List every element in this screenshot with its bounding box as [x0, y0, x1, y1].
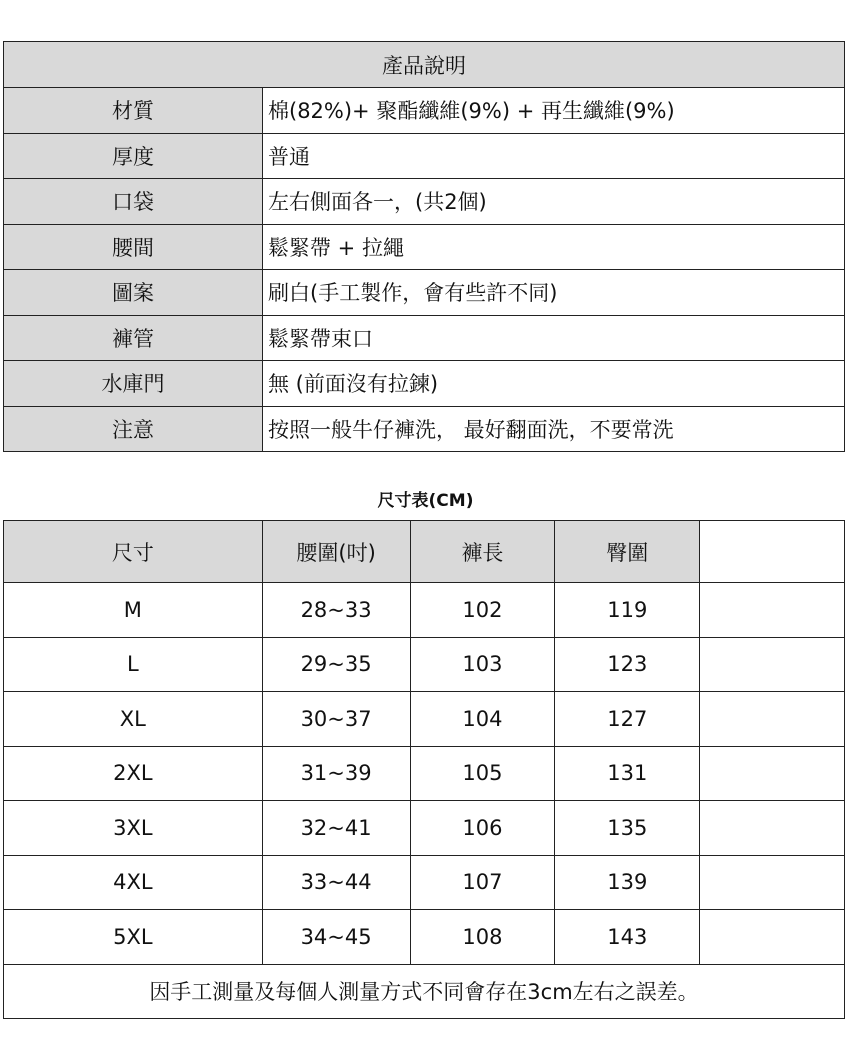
size-cell: L [4, 637, 263, 692]
description-value: 普通 [263, 133, 845, 179]
description-row-pockets [4, 179, 845, 225]
description-key: 厚度 [4, 133, 263, 179]
waist-cell: 31~39 [262, 746, 410, 801]
description-key: 褲管 [4, 315, 263, 361]
blank-cell [700, 801, 845, 856]
size-cell: 4XL [4, 855, 263, 910]
description-row-material [4, 88, 845, 134]
hip-cell: 119 [555, 583, 700, 638]
size-row-m [4, 583, 845, 638]
description-value: 鬆緊帶束口 [263, 315, 845, 361]
description-value: 刷白(手工製作，會有些許不同) [263, 270, 845, 316]
waist-cell: 29~35 [262, 637, 410, 692]
description-key: 口袋 [4, 179, 263, 225]
size-header-length: 褲長 [410, 521, 555, 583]
description-row-waist [4, 224, 845, 270]
size-cell: 3XL [4, 801, 263, 856]
length-cell: 107 [410, 855, 555, 910]
size-chart-header-row [4, 521, 845, 583]
size-row-xl [4, 692, 845, 747]
description-row-thickness [4, 133, 845, 179]
blank-cell [700, 746, 845, 801]
size-row-3xl [4, 801, 845, 856]
waist-cell: 34~45 [262, 910, 410, 965]
size-header-size: 尺寸 [4, 521, 263, 583]
hip-cell: 123 [555, 637, 700, 692]
size-row-5xl [4, 910, 845, 965]
size-chart-caption: 尺寸表(CM) [377, 491, 474, 511]
description-key: 材質 [4, 88, 263, 134]
size-cell: 5XL [4, 910, 263, 965]
description-key: 腰間 [4, 224, 263, 270]
size-header-waist: 腰圍(吋) [262, 521, 410, 583]
description-value: 鬆緊帶 + 拉繩 [263, 224, 845, 270]
waist-cell: 33~44 [262, 855, 410, 910]
description-row-pattern [4, 270, 845, 316]
description-title: 產品說明 [4, 42, 845, 88]
length-cell: 103 [410, 637, 555, 692]
waist-cell: 30~37 [262, 692, 410, 747]
hip-cell: 143 [555, 910, 700, 965]
hip-cell: 135 [555, 801, 700, 856]
description-value: 棉(82%)+ 聚酯纖維(9%) + 再生纖維(9%) [263, 88, 845, 134]
length-cell: 104 [410, 692, 555, 747]
size-row-2xl [4, 746, 845, 801]
hip-cell: 131 [555, 746, 700, 801]
waist-cell: 32~41 [262, 801, 410, 856]
description-row-care [4, 406, 845, 452]
size-cell: 2XL [4, 746, 263, 801]
waist-cell: 28~33 [262, 583, 410, 638]
description-value: 無 (前面沒有拉鍊) [263, 361, 845, 407]
measurement-footnote: 因手工測量及每個人測量方式不同會存在3cm左右之誤差。 [4, 964, 845, 1018]
description-value: 左右側面各一，(共2個) [263, 179, 845, 225]
size-header-blank [700, 521, 845, 583]
description-key: 水庫門 [4, 361, 263, 407]
size-header-hip: 臀圍 [555, 521, 700, 583]
size-row-l [4, 637, 845, 692]
description-title-row [4, 42, 845, 88]
description-key: 注意 [4, 406, 263, 452]
description-row-fly [4, 361, 845, 407]
description-key: 圖案 [4, 270, 263, 316]
blank-cell [700, 692, 845, 747]
size-cell: M [4, 583, 263, 638]
length-cell: 108 [410, 910, 555, 965]
description-row-leg-opening [4, 315, 845, 361]
size-cell: XL [4, 692, 263, 747]
product-description-table [3, 41, 845, 452]
blank-cell [700, 855, 845, 910]
length-cell: 102 [410, 583, 555, 638]
length-cell: 105 [410, 746, 555, 801]
blank-cell [700, 637, 845, 692]
blank-cell [700, 910, 845, 965]
hip-cell: 127 [555, 692, 700, 747]
blank-cell [700, 583, 845, 638]
description-value: 按照一般牛仔褲洗， 最好翻面洗，不要常洗 [263, 406, 845, 452]
size-row-4xl [4, 855, 845, 910]
length-cell: 106 [410, 801, 555, 856]
size-chart-table [3, 520, 845, 1019]
hip-cell: 139 [555, 855, 700, 910]
size-chart-footnote-row [4, 964, 845, 1018]
